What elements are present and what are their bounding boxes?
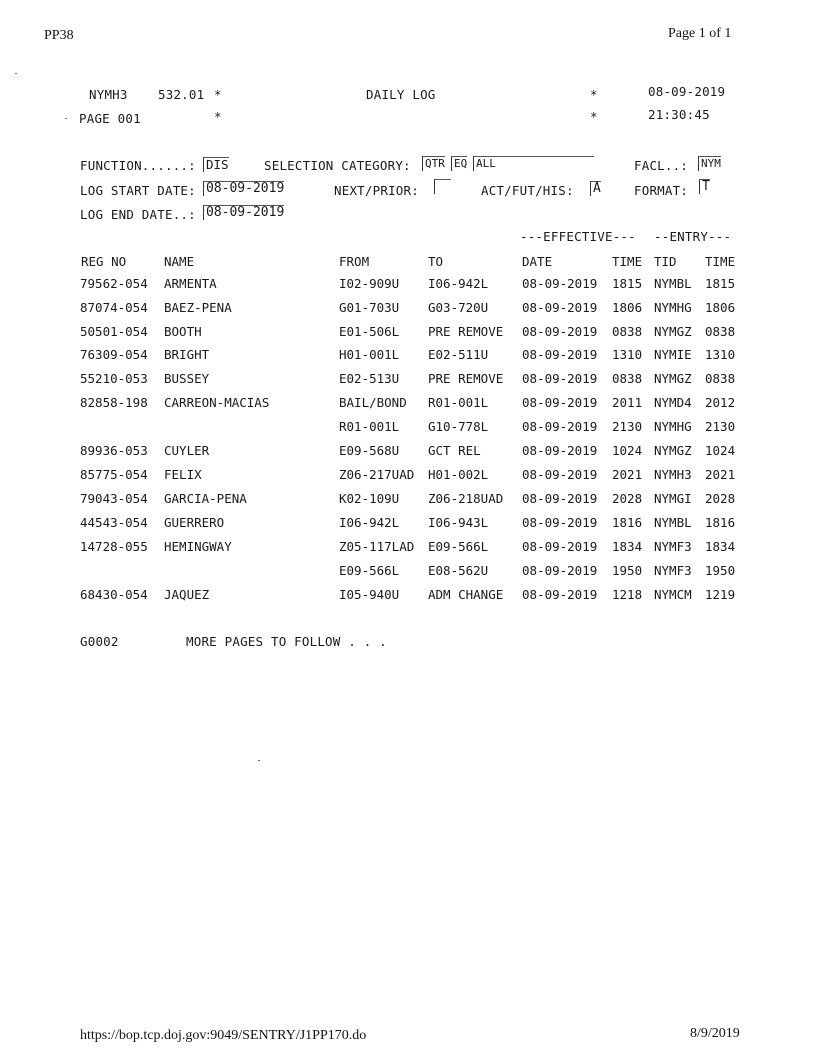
message-code: G0002	[80, 634, 119, 649]
tid-cell: NYMGZ	[654, 324, 692, 339]
selection-eq-field[interactable]: EQ	[451, 156, 467, 171]
time-cell: 1024	[612, 443, 643, 458]
entry-time-cell: 1815	[705, 276, 736, 291]
screen-title: DAILY LOG	[366, 87, 436, 102]
from-cell: K02-109U	[339, 491, 400, 506]
print-footer-date: 8/9/2019	[690, 1026, 740, 1041]
name-cell: BAEZ-PENA	[164, 300, 232, 315]
entry-time-cell: 2012	[705, 395, 736, 410]
print-footer-url: https://bop.tcp.doj.gov:9049/SENTRY/J1PP170.do	[80, 1028, 367, 1043]
time-cell: 1806	[612, 300, 643, 315]
date-cell: 08-09-2019	[522, 563, 598, 578]
entry-time-cell: 1024	[705, 443, 736, 458]
entry-time-cell: 1816	[705, 515, 736, 530]
table-row	[0, 515, 817, 533]
from-cell: I05-940U	[339, 587, 400, 602]
date-cell: 08-09-2019	[522, 443, 598, 458]
entry-time-cell: 1834	[705, 539, 736, 554]
reg-no-cell: 76309-054	[80, 347, 148, 362]
table-row	[0, 443, 817, 461]
name-cell: BOOTH	[164, 324, 202, 339]
reg-no-cell: 50501-054	[80, 324, 148, 339]
date-cell: 08-09-2019	[522, 539, 598, 554]
entry-time-cell: 1950	[705, 563, 736, 578]
selection-qtr-field[interactable]: QTR	[422, 156, 445, 171]
time-cell: 1310	[612, 347, 643, 362]
table-row	[0, 324, 817, 342]
header-star: *	[214, 87, 222, 102]
time-cell: 0838	[612, 324, 643, 339]
entry-time-cell: 1806	[705, 300, 736, 315]
date-cell: 08-09-2019	[522, 347, 598, 362]
table-row	[0, 467, 817, 485]
to-cell: I06-942L	[428, 276, 489, 291]
table-row	[0, 300, 817, 318]
act-fut-his-label: ACT/FUT/HIS:	[481, 183, 574, 198]
more-pages-message: MORE PAGES TO FOLLOW . . .	[186, 634, 387, 649]
entry-time-cell: 1310	[705, 347, 736, 362]
to-cell: PRE REMOVE	[428, 324, 504, 339]
scan-speck	[65, 118, 67, 119]
next-prior-label: NEXT/PRIOR:	[334, 183, 419, 198]
tid-cell: NYMGI	[654, 491, 692, 506]
date-cell: 08-09-2019	[522, 276, 598, 291]
date-cell: 08-09-2019	[522, 587, 598, 602]
log-end-date-label: LOG END DATE..:	[80, 207, 196, 222]
date-cell: 08-09-2019	[522, 491, 598, 506]
tid-cell: NYMHG	[654, 419, 692, 434]
entry-group-header: --ENTRY---	[654, 229, 732, 244]
from-cell: E09-566L	[339, 563, 400, 578]
entry-time-cell: 2021	[705, 467, 736, 482]
scan-speck	[15, 73, 17, 74]
next-prior-field[interactable]	[434, 179, 451, 194]
date-cell: 08-09-2019	[522, 371, 598, 386]
from-cell: R01-001L	[339, 419, 400, 434]
date-cell: 08-09-2019	[522, 515, 598, 530]
to-cell: H01-002L	[428, 467, 489, 482]
facl-label: FACL..:	[634, 158, 689, 173]
header-star: *	[590, 87, 598, 102]
from-cell: E01-506L	[339, 324, 400, 339]
to-cell: I06-943L	[428, 515, 489, 530]
date-cell: 08-09-2019	[522, 395, 598, 410]
function-field[interactable]: DIS	[203, 157, 229, 172]
reg-no-cell: 44543-054	[80, 515, 148, 530]
log-start-date-label: LOG START DATE:	[80, 183, 196, 198]
name-cell: GARCIA-PENA	[164, 491, 247, 506]
to-cell: ADM CHANGE	[428, 587, 504, 602]
table-row	[0, 419, 817, 437]
screen-date: 08-09-2019	[648, 84, 726, 99]
tid-cell: NYMHG	[654, 300, 692, 315]
header-star: *	[590, 109, 598, 124]
time-cell: 1834	[612, 539, 643, 554]
column-header-time: TIME	[612, 254, 643, 269]
reg-no-cell: 14728-055	[80, 539, 148, 554]
to-cell: E08-562U	[428, 563, 489, 578]
time-cell: 1950	[612, 563, 643, 578]
reg-no-cell: 79043-054	[80, 491, 148, 506]
table-row	[0, 539, 817, 557]
time-cell: 2021	[612, 467, 643, 482]
entry-time-cell: 1219	[705, 587, 736, 602]
reg-no-cell: 68430-054	[80, 587, 148, 602]
to-cell: GCT REL	[428, 443, 481, 458]
scan-speck	[258, 760, 260, 761]
print-header-page: Page 1 of 1	[668, 26, 732, 41]
name-cell: CARREON-MACIAS	[164, 395, 270, 410]
date-cell: 08-09-2019	[522, 419, 598, 434]
time-cell: 2028	[612, 491, 643, 506]
to-cell: E09-566L	[428, 539, 489, 554]
system-id: NYMH3	[89, 87, 128, 102]
column-header-reg-no: REG NO	[81, 254, 127, 269]
function-label: FUNCTION......:	[80, 158, 196, 173]
name-cell: JAQUEZ	[164, 587, 210, 602]
time-cell: 0838	[612, 371, 643, 386]
from-cell: I02-909U	[339, 276, 400, 291]
table-header-row	[0, 254, 817, 270]
reg-no-cell: 79562-054	[80, 276, 148, 291]
from-cell: I06-942L	[339, 515, 400, 530]
reg-no-cell: 85775-054	[80, 467, 148, 482]
name-cell: HEMINGWAY	[164, 539, 232, 554]
effective-group-header: ---EFFECTIVE---	[520, 229, 636, 244]
table-row	[0, 347, 817, 365]
selection-category-label: SELECTION CATEGORY:	[264, 158, 411, 173]
system-version: 532.01	[158, 87, 205, 102]
reg-no-cell: 55210-053	[80, 371, 148, 386]
to-cell: G03-720U	[428, 300, 489, 315]
entry-time-cell: 0838	[705, 324, 736, 339]
tid-cell: NYMH3	[654, 467, 692, 482]
tid-cell: NYMIE	[654, 347, 692, 362]
date-cell: 08-09-2019	[522, 324, 598, 339]
time-cell: 2011	[612, 395, 643, 410]
to-cell: PRE REMOVE	[428, 371, 504, 386]
table-row	[0, 491, 817, 509]
from-cell: Z05-117LAD	[339, 539, 415, 554]
tid-cell: NYMD4	[654, 395, 692, 410]
reg-no-cell: 82858-198	[80, 395, 148, 410]
print-header-id: PP38	[44, 28, 74, 43]
to-cell: G10-778L	[428, 419, 489, 434]
table-row	[0, 563, 817, 581]
entry-time-cell: 2130	[705, 419, 736, 434]
table-row	[0, 587, 817, 605]
from-cell: Z06-217UAD	[339, 467, 415, 482]
to-cell: R01-001L	[428, 395, 489, 410]
facl-field[interactable]: NYM	[698, 156, 721, 171]
name-cell: CUYLER	[164, 443, 210, 458]
column-header-date: DATE	[522, 254, 553, 269]
column-header-tid: TID	[654, 254, 677, 269]
column-header-name: NAME	[164, 254, 195, 269]
time-cell: 2130	[612, 419, 643, 434]
time-cell: 1816	[612, 515, 643, 530]
act-fut-his-field[interactable]: A	[590, 181, 601, 196]
log-end-date-field[interactable]: 08-09-2019	[203, 205, 284, 220]
tid-cell: NYMGZ	[654, 443, 692, 458]
reg-no-cell: 87074-054	[80, 300, 148, 315]
selection-all-field[interactable]: ALL	[473, 156, 594, 171]
name-cell: FELIX	[164, 467, 202, 482]
from-cell: G01-703U	[339, 300, 400, 315]
name-cell: GUERRERO	[164, 515, 225, 530]
from-cell: E09-568U	[339, 443, 400, 458]
name-cell: BUSSEY	[164, 371, 210, 386]
header-star: *	[214, 109, 222, 124]
entry-time-cell: 0838	[705, 371, 736, 386]
tid-cell: NYMBL	[654, 515, 692, 530]
format-label: FORMAT:	[634, 183, 689, 198]
table-row	[0, 395, 817, 413]
column-header-from: FROM	[339, 254, 370, 269]
log-start-date-field[interactable]: 08-09-2019	[203, 181, 284, 196]
tid-cell: NYMCM	[654, 587, 692, 602]
tid-cell: NYMF3	[654, 539, 692, 554]
table-row	[0, 276, 817, 294]
to-cell: E02-511U	[428, 347, 489, 362]
time-cell: 1815	[612, 276, 643, 291]
name-cell: ARMENTA	[164, 276, 217, 291]
tid-cell: NYMF3	[654, 563, 692, 578]
screen-time: 21:30:45	[648, 107, 710, 122]
reg-no-cell: 89936-053	[80, 443, 148, 458]
time-cell: 1218	[612, 587, 643, 602]
date-cell: 08-09-2019	[522, 467, 598, 482]
from-cell: E02-513U	[339, 371, 400, 386]
tid-cell: NYMGZ	[654, 371, 692, 386]
name-cell: BRIGHT	[164, 347, 210, 362]
column-header-entry-time: TIME	[705, 254, 736, 269]
entry-time-cell: 2028	[705, 491, 736, 506]
to-cell: Z06-218UAD	[428, 491, 504, 506]
column-header-to: TO	[428, 254, 444, 269]
date-cell: 08-09-2019	[522, 300, 598, 315]
from-cell: BAIL/BOND	[339, 395, 407, 410]
from-cell: H01-001L	[339, 347, 400, 362]
tid-cell: NYMBL	[654, 276, 692, 291]
page-number: PAGE 001	[79, 111, 141, 126]
table-row	[0, 371, 817, 389]
format-field[interactable]: T	[699, 179, 710, 194]
